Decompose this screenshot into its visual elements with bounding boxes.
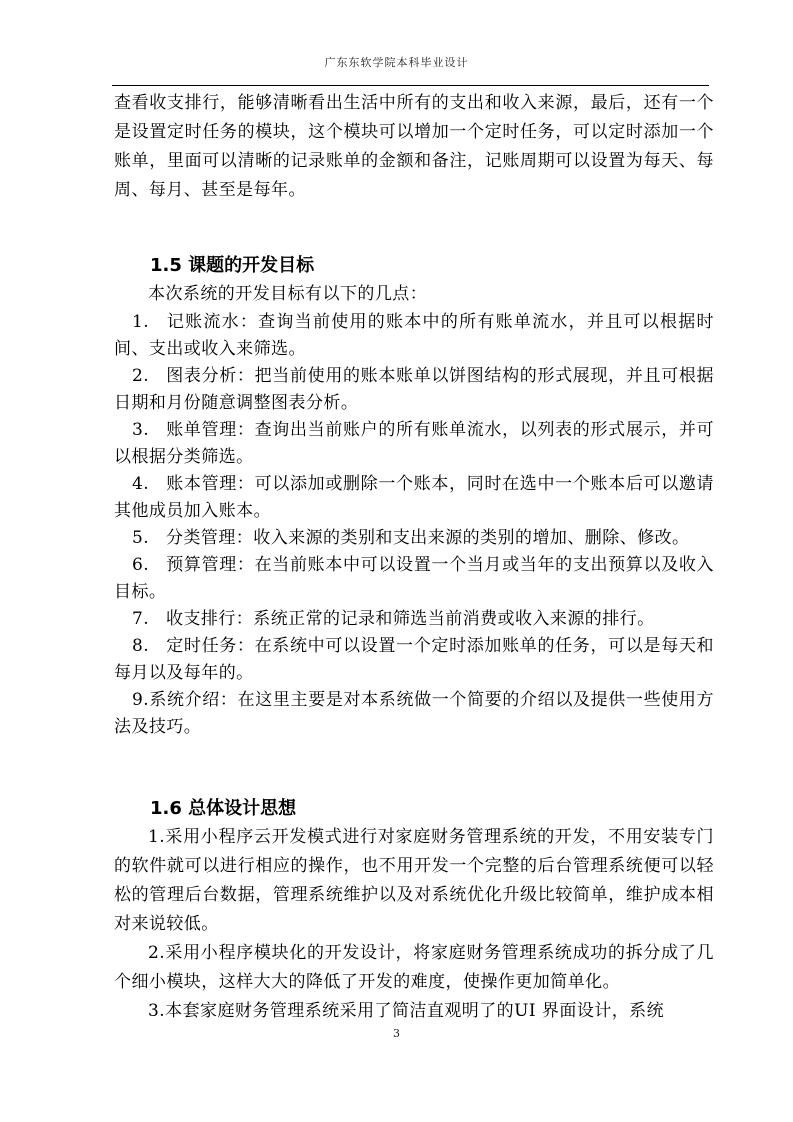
list-item-text: 记账流水：查询当前使用的账本中的所有账单流水，并且可以根据时间、支出或收入来筛选。 — [114, 312, 714, 359]
list-item-number: 6. — [132, 555, 150, 575]
list-item-number: 2. — [132, 366, 150, 386]
list-item — [114, 687, 714, 741]
list-item-number: 8. — [132, 636, 150, 656]
list-item — [114, 606, 714, 633]
list-item-number: 7. — [132, 609, 150, 629]
list-item — [114, 552, 714, 606]
design-paragraph: 1.采用小程序云开发模式进行对家庭财务管理系统的开发，不用安装专门的软件就可以进行相应的操作，也不用开发一个完整的后台管理系统便可以轻松的管理后台数据，管理系统维护以及对系统优化升级比较简单，维护成本相对来说较低。 — [114, 827, 714, 934]
list-item-text: 预算管理：在当前账本中可以设置一个当月或当年的支出预算以及收入目标。 — [114, 555, 714, 602]
list-item-text: 账本管理：可以添加或删除一个账本，同时在选中一个账本后可以邀请其他成员加入账本。 — [114, 474, 714, 521]
header-rule — [112, 85, 709, 86]
list-item — [114, 471, 714, 525]
section-intro: 本次系统的开发目标有以下的几点： — [148, 284, 428, 304]
page-content — [114, 89, 714, 1026]
list-item — [114, 363, 714, 417]
design-paragraph: 2.采用小程序模块化的开发设计，将家庭财务管理系统成功的拆分成了几个细小模块，这样大大的降低了开发的难度，使操作更加简单化。 — [114, 943, 714, 992]
page-header: 广东东软学院本科毕业设计 — [324, 56, 469, 69]
list-item-number: 4. — [132, 474, 150, 494]
list-item-text: 定时任务：在系统中可以设置一个定时添加账单的任务，可以是每天和每月以及每年的。 — [114, 636, 714, 683]
design-paragraph: 3.本套家庭财务管理系统采用了简洁直观明了的UI 界面设计，系统 — [148, 1001, 665, 1021]
list-item — [114, 633, 714, 687]
intro-paragraph: 查看收支排行，能够清晰看出生活中所有的支出和收入来源，最后，还有一个是设置定时任务的模块，这个模块可以增加一个定时任务，可以定时添加一个账单，里面可以清晰的记录账单的金额和备注，记账周期可以设置为每天、每周、每月、甚至是每年。 — [114, 93, 714, 200]
list-item-number: 5. — [132, 528, 150, 548]
list-item-number: 1. — [132, 312, 150, 332]
list-item — [114, 309, 714, 363]
list-item-text: 图表分析：把当前使用的账本账单以饼图结构的形式展现，并且可根据日期和月份随意调整图表分析。 — [114, 366, 714, 413]
list-item-text: 分类管理：收入来源的类别和支出来源的类别的增加、删除、修改。 — [166, 528, 690, 548]
page-number: 3 — [393, 1027, 400, 1040]
list-item-number: 3. — [132, 420, 150, 440]
list-item-text: 账单管理：查询出当前账户的所有账单流水，以列表的形式展示，并可以根据分类筛选。 — [114, 420, 714, 467]
list-item-text: 收支排行：系统正常的记录和筛选当前消费或收入来源的排行。 — [166, 609, 655, 629]
list-item — [114, 417, 714, 471]
section-heading-1-6: 1.6 总体设计思想 — [150, 798, 297, 819]
section-heading-1-5: 1.5 课题的开发目标 — [150, 255, 315, 276]
list-item-text: 系统介绍：在这里主要是对本系统做一个简要的介绍以及提供一些使用方法及技巧。 — [114, 690, 714, 737]
list-item — [114, 525, 714, 552]
list-item-number: 9. — [132, 690, 150, 710]
